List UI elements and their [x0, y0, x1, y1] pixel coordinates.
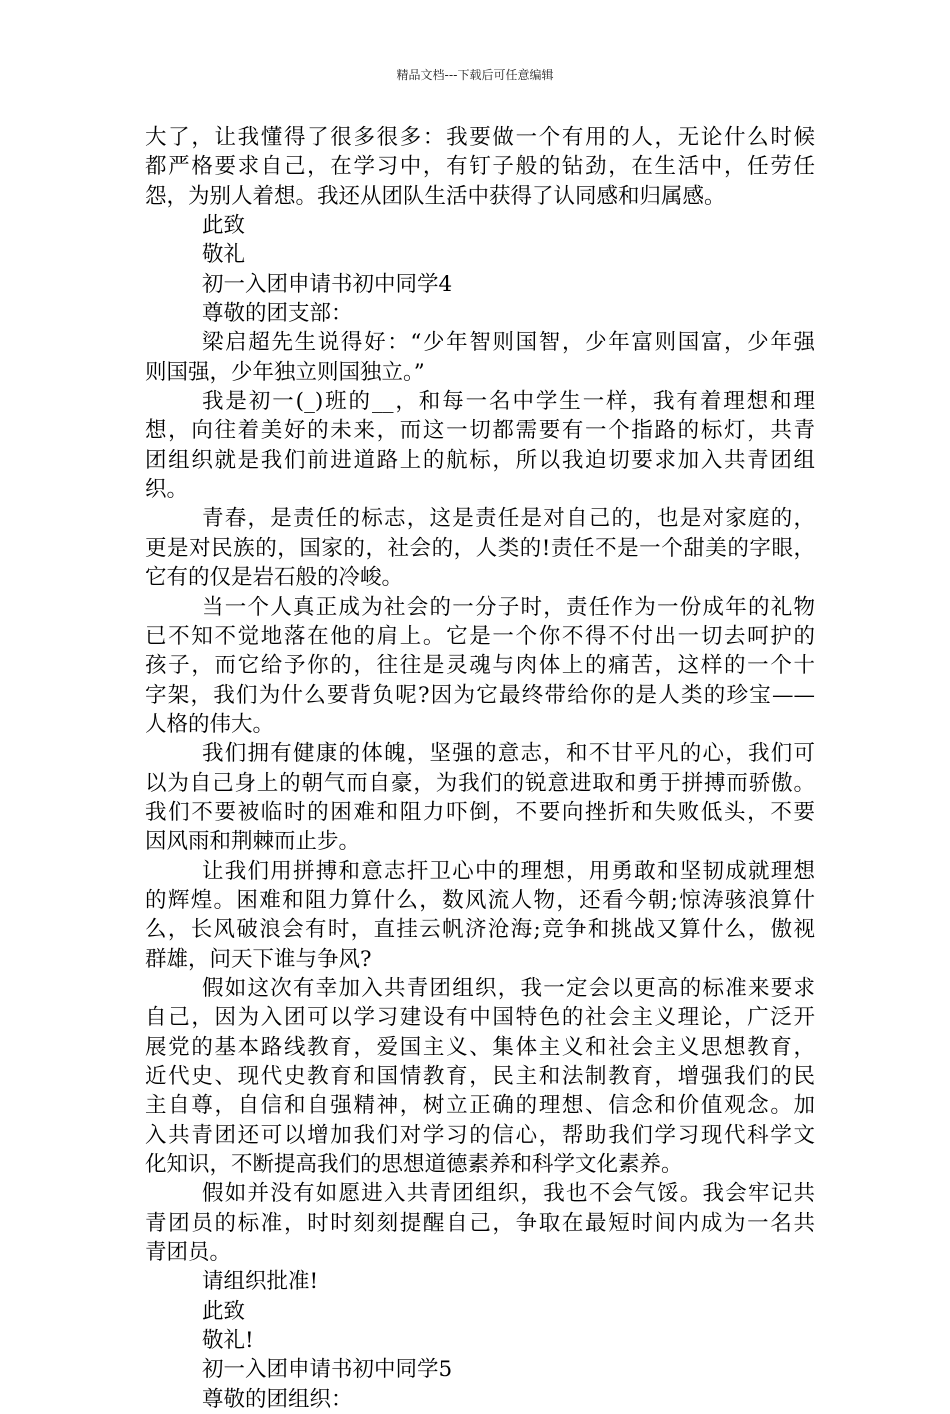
- text-line: 我是初一(_)班的__，和每一名中学生一样，我有着理想和理: [202, 389, 815, 415]
- text-line: 敬礼!: [202, 1328, 254, 1354]
- text-line: 大了，让我懂得了很多很多：我要做一个有用的人，无论什么时候: [145, 125, 815, 150]
- text-line: 主自尊，自信和自强精神，树立正确的理想、信念和价值观念。加: [145, 1093, 815, 1119]
- text-line: 尊敬的团支部：: [202, 301, 353, 327]
- text-line: 则国强，少年独立则国独立。”: [145, 359, 425, 385]
- text-line: 更是对民族的，国家的，社会的，人类的!责任不是一个甜美的字眼，: [145, 535, 815, 561]
- text-line: 以为自己身上的朝气而自豪，为我们的锐意进取和勇于拼搏而骄傲。: [145, 770, 815, 796]
- text-line: 假如这次有幸加入共青团组织，我一定会以更高的标准来要求: [202, 975, 815, 1001]
- text-line: 想，向往着美好的未来，而这一切都需要有一个指路的标灯，共青: [145, 418, 815, 444]
- text-line: 已不知不觉地落在他的肩上。它是一个你不得不付出一切去呵护的: [145, 623, 815, 649]
- page-header: 精品文档---下载后可任意编辑: [396, 68, 554, 82]
- text-line: 它有的仅是岩石般的冷峻。: [145, 565, 404, 591]
- text-line: 孩子，而它给予你的，往往是灵魂与肉体上的痛苦，这样的一个十: [145, 653, 815, 679]
- text-line: 展党的基本路线教育，爱国主义、集体主义和社会主义思想教育，: [145, 1034, 815, 1060]
- text-line: 此致: [202, 1298, 246, 1324]
- text-line: 请组织批准!: [202, 1269, 319, 1295]
- text-line: 自己，因为入团可以学习建设有中国特色的社会主义理论，广泛开: [145, 1005, 815, 1031]
- text-line: 梁启超先生说得好：“少年智则国智，少年富则国富，少年强: [202, 330, 815, 356]
- text-line: 青团员的标准，时时刻刻提醒自己，争取在最短时间内成为一名共: [145, 1210, 815, 1236]
- text-line: 入共青团还可以增加我们对学习的信心，帮助我们学习现代科学文: [145, 1122, 815, 1148]
- text-line: 群雄，问天下谁与争风?: [145, 946, 372, 972]
- text-line: 敬礼: [202, 242, 246, 268]
- text-line: 人格的伟大。: [145, 711, 275, 737]
- text-line: 怨，为别人着想。我还从团队生活中获得了认同感和归属感。: [145, 183, 726, 209]
- text-line: 化知识，不断提高我们的思想道德素养和科学文化素养。: [145, 1152, 683, 1178]
- text-line: 么，长风破浪会有时，直挂云帆济沧海;竞争和挑战又算什么，傲视: [145, 917, 815, 943]
- text-line: 织。: [145, 477, 189, 503]
- text-line: 我们不要被临时的困难和阻力吓倒，不要向挫折和失败低头，不要: [145, 799, 815, 825]
- text-line: 团组织就是我们前进道路上的航标，所以我迫切要求加入共青团组: [145, 447, 815, 473]
- text-line: 近代史、现代史教育和国情教育，民主和法制教育，增强我们的民: [145, 1064, 815, 1089]
- text-line: 都严格要求自己，在学习中，有钉子般的钻劲，在生活中，任劳任: [145, 154, 815, 180]
- text-line: 我们拥有健康的体魄，坚强的意志，和不甘平凡的心，我们可: [202, 741, 815, 767]
- text-line: 初一入团申请书初中同学5: [202, 1357, 453, 1383]
- text-line: 此致: [202, 213, 246, 239]
- text-line: 的辉煌。困难和阻力算什么，数风流人物，还看今朝;惊涛骇浪算什: [145, 887, 815, 913]
- text-line: 字架，我们为什么要背负呢?因为它最终带给你的是人类的珍宝——: [145, 682, 815, 708]
- text-line: 初一入团申请书初中同学4: [202, 271, 453, 297]
- text-line: 尊敬的团组织：: [202, 1386, 353, 1412]
- text-line: 让我们用拼搏和意志扞卫心中的理想，用勇敢和坚韧成就理想: [202, 858, 815, 884]
- text-line: 因风雨和荆棘而止步。: [145, 829, 361, 855]
- document-body: [145, 123, 815, 1414]
- text-line: 当一个人真正成为社会的一分子时，责任作为一份成年的礼物: [202, 594, 815, 620]
- text-line: 假如并没有如愿进入共青团组织，我也不会气馁。我会牢记共: [202, 1181, 815, 1207]
- text-line: 青团员。: [145, 1240, 232, 1266]
- text-line: 青春，是责任的标志，这是责任是对自己的，也是对家庭的，: [202, 506, 815, 532]
